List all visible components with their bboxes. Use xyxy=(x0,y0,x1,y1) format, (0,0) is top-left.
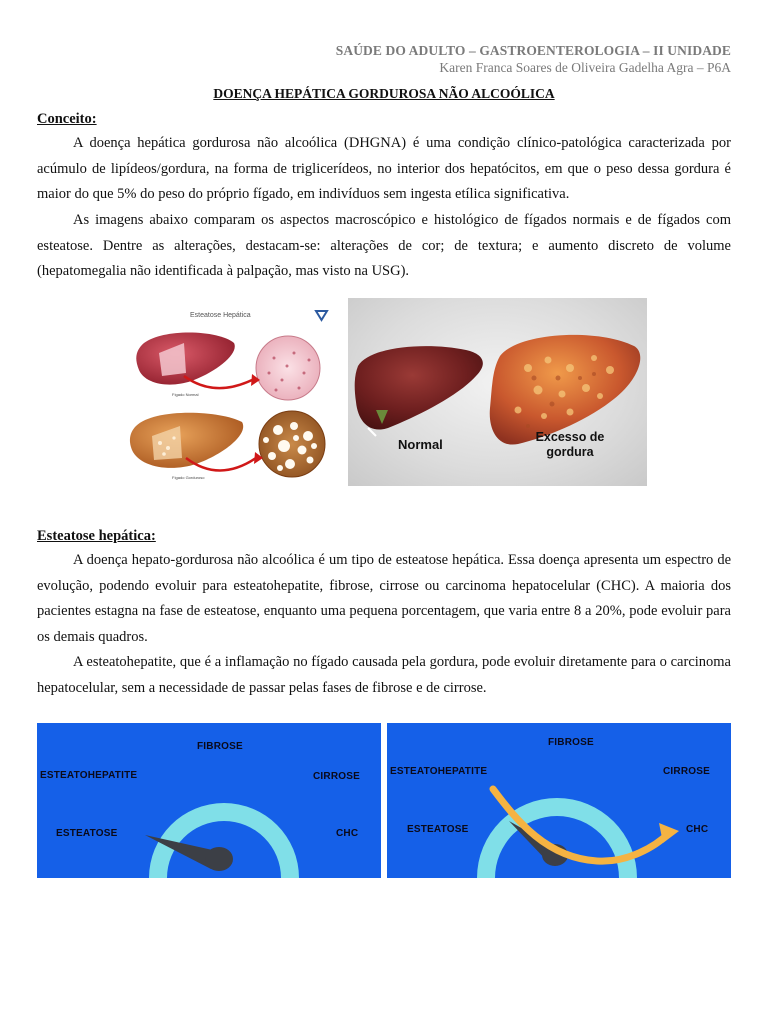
label-chc: CHC xyxy=(686,824,709,835)
steatosis-drawing xyxy=(124,298,342,486)
illustration-title: Esteatose Hepática xyxy=(190,312,251,319)
label-cirrose: CIRROSE xyxy=(313,771,360,782)
label-esteatose: ESTEATOSE xyxy=(407,824,469,835)
progression-gauge-2 xyxy=(387,723,731,878)
fatty-liver-photo xyxy=(490,335,641,445)
section-heading-conceito: Conceito: xyxy=(37,111,97,127)
label-esteatohepatite: ESTEATOHEPATITE xyxy=(390,766,488,777)
label-esteatohepatite: ESTEATOHEPATITE xyxy=(40,770,138,781)
course-title: SAÚDE DO ADULTO – GASTROENTEROLOGIA – II UNIDADE xyxy=(335,43,731,58)
author-line: Karen Franca Soares de Oliveira Gadelha Agra – P6A xyxy=(439,60,731,75)
label-normal-liver: Fígado Normal xyxy=(172,392,199,397)
label-chc: CHC xyxy=(336,828,359,839)
paragraph-esteatose-2: A esteatohepatite, que é a inflamação no fígado causada pela gordura, pode evoluir diretamente para o carcinoma hepatocelular, sem a necessidade de passar pelas fases de fibrose e de cirrose. xyxy=(37,654,731,696)
section-heading-esteatose: Esteatose hepática: xyxy=(37,528,156,544)
steatosis-illustration xyxy=(124,298,342,486)
liver-comparison-photo xyxy=(348,298,647,486)
label-cirrose: CIRROSE xyxy=(663,766,710,777)
label-esteatose: ESTEATOSE xyxy=(56,828,118,839)
normal-liver-photo xyxy=(355,346,483,429)
label-fatty-liver: Fígado Gorduroso xyxy=(172,475,205,480)
label-fibrose: FIBROSE xyxy=(197,741,243,752)
direct-path-arrow xyxy=(493,789,669,861)
gauge-arc xyxy=(477,798,637,878)
normal-tissue-circle xyxy=(256,336,320,400)
label-fat-excess-2: gordura xyxy=(546,445,594,459)
label-fibrose: FIBROSE xyxy=(548,737,594,748)
label-fat-excess-1: Excesso de xyxy=(535,430,605,444)
document-header xyxy=(336,42,731,76)
paragraph-conceito-1: A doença hepática gordurosa não alcoólica (DHGNA) é uma condição clínico-patológica caracterizada por acúmulo de lipídeos/gordura, na forma de triglicerídeos, no interior dos hepatócitos, em que o peso dessa gordura é maior do que 5% do peso do próprio fígado, em indivíduos sem ingesta etílica significativa. xyxy=(37,135,731,202)
paragraph-conceito-2: As imagens abaixo comparam os aspectos macroscópico e histológico de fígados normais e de fígados com esteatose. Dentre as alterações, destacam-se: alterações de cor; de textura; e aumento discreto de volume (hepatomegalia não identificada à palpação, mas visto na USG). xyxy=(37,212,731,279)
progression-gauge-1 xyxy=(37,723,381,878)
paragraph-esteatose-1: A doença hepato-gordurosa não alcoólica é um tipo de esteatose hepática. Essa doença apresenta um espectro de evolução, podendo evoluir para esteatohepatite, fibrose, cirrose ou carcinoma hepatocelular (CHC). A maioria dos pacientes estagna na fase de esteatose, enquanto uma pequena porcentagem, que varia entre 8 a 20%, pode evoluir para os demais quadros. xyxy=(37,552,731,645)
page-title: DOENÇA HEPÁTICA GORDUROSA NÃO ALCOÓLICA xyxy=(213,86,555,101)
logo-icon xyxy=(316,311,327,320)
label-normal: Normal xyxy=(398,437,443,452)
